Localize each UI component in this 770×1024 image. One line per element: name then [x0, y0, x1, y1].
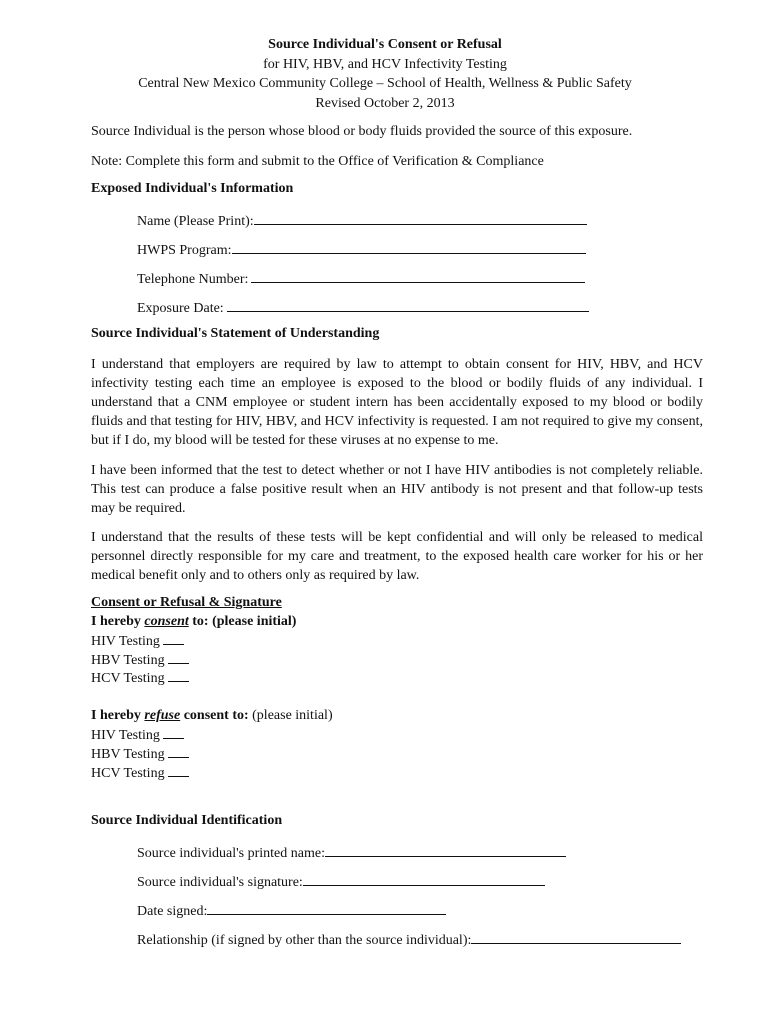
statement-text-1: I understand that employers are required by law to attempt to obtain consent for HIV, HBV, and HCV infectivity testing each time an employee is exposed to the blood or bodily fluids of any individual. I understand that a CNM employee or student intern has been accidentally exposed to my blood or bodily fluids and that testing for HIV, HBV, and HCV infectivity is requested. I am not required to give my consent, but if I do, my blood will be tested for these viruses at no expense to me.	[91, 357, 703, 448]
relationship-field[interactable]	[137, 929, 681, 950]
date-signed-field[interactable]	[137, 900, 446, 921]
signature-field[interactable]	[137, 871, 545, 892]
consent-hiv-row[interactable]	[91, 632, 184, 651]
consent-line	[91, 613, 296, 631]
field-label: Name (Please Print):	[137, 214, 254, 229]
refuse-line	[91, 707, 333, 725]
field-label: Telephone Number:	[137, 272, 249, 287]
exposure-date-line[interactable]	[227, 297, 589, 312]
test-label: HCV Testing	[91, 671, 165, 686]
intro-definition	[91, 122, 703, 141]
initial-line[interactable]	[168, 764, 189, 777]
program-line[interactable]	[232, 239, 586, 254]
field-label: HWPS Program:	[137, 243, 232, 258]
initial-line[interactable]	[163, 726, 184, 739]
date-signed-line[interactable]	[207, 900, 446, 915]
statement-paragraph-3	[91, 528, 703, 585]
institution-line: Central New Mexico Community College – School of Health, Wellness & Public Safety	[138, 76, 632, 91]
printed-name-field[interactable]	[137, 842, 566, 863]
printed-name-line[interactable]	[325, 842, 566, 857]
relationship-line[interactable]	[471, 929, 681, 944]
identification-heading: Source Individual Identification	[91, 813, 283, 828]
telephone-line[interactable]	[251, 268, 585, 283]
consent-prefix: I hereby	[91, 614, 145, 629]
exposed-program-field[interactable]	[137, 239, 586, 260]
consent-suffix: to: (please initial)	[188, 614, 297, 629]
signature-line[interactable]	[303, 871, 545, 886]
initial-line[interactable]	[168, 745, 189, 758]
field-label: Relationship (if signed by other than the source individual):	[137, 933, 472, 948]
form-header	[0, 35, 770, 113]
statement-text-2: I have been informed that the test to detect whether or not I have HIV antibodies is not completely reliable. This test can produce a false positive result when an HIV antibody is not present and that follow-up tests may be required.	[91, 463, 703, 516]
statement-text-3: I understand that the results of these tests will be kept confidential and will only be released to medical personnel directly responsible for my care and treatment, to the exposed health care worker for his or her medical benefit only and to others only as required by law.	[91, 530, 703, 583]
note-text: Note: Complete this form and submit to the Office of Verification & Compliance	[91, 154, 544, 169]
test-label: HCV Testing	[91, 766, 165, 781]
refuse-suffix: (please initial)	[248, 708, 333, 723]
statement-paragraph-2	[91, 461, 703, 518]
exposed-name-field[interactable]	[137, 210, 587, 231]
field-label: Source individual's signature:	[137, 875, 303, 890]
refuse-hcv-row[interactable]	[91, 764, 189, 783]
form-subtitle: for HIV, HBV, and HCV Infectivity Testing	[263, 56, 507, 72]
initial-line[interactable]	[168, 651, 189, 664]
field-label: Source individual's printed name:	[137, 846, 325, 861]
refuse-prefix: I hereby	[91, 708, 145, 723]
initial-line[interactable]	[163, 632, 184, 645]
name-line[interactable]	[254, 210, 587, 225]
test-label: HIV Testing	[91, 728, 160, 743]
definition-text: Source Individual is the person whose blood or body fluids provided the source of this exposure.	[91, 124, 633, 139]
exposed-telephone-field[interactable]	[137, 268, 585, 289]
exposed-date-field[interactable]	[137, 297, 589, 318]
statement-paragraph-1	[91, 355, 703, 450]
consent-hcv-row[interactable]	[91, 669, 189, 688]
refuse-mid: consent to:	[180, 708, 249, 723]
test-label: HBV Testing	[91, 747, 165, 762]
refuse-hiv-row[interactable]	[91, 726, 184, 745]
revision-date: Revised October 2, 2013	[315, 95, 455, 111]
statement-heading: Source Individual's Statement of Understanding	[91, 326, 380, 341]
field-label: Date signed:	[137, 904, 208, 919]
field-label: Exposure Date:	[137, 301, 224, 316]
form-title: Source Individual's Consent or Refusal	[268, 37, 502, 52]
initial-line[interactable]	[168, 669, 189, 682]
intro-note	[91, 152, 703, 171]
test-label: HIV Testing	[91, 634, 160, 649]
exposed-heading: Exposed Individual's Information	[91, 181, 294, 196]
consent-heading: Consent or Refusal & Signature	[91, 595, 282, 610]
test-label: HBV Testing	[91, 653, 165, 668]
consent-word: consent	[144, 614, 189, 629]
consent-hbv-row[interactable]	[91, 651, 189, 670]
refuse-hbv-row[interactable]	[91, 745, 189, 764]
refuse-word: refuse	[144, 708, 181, 723]
